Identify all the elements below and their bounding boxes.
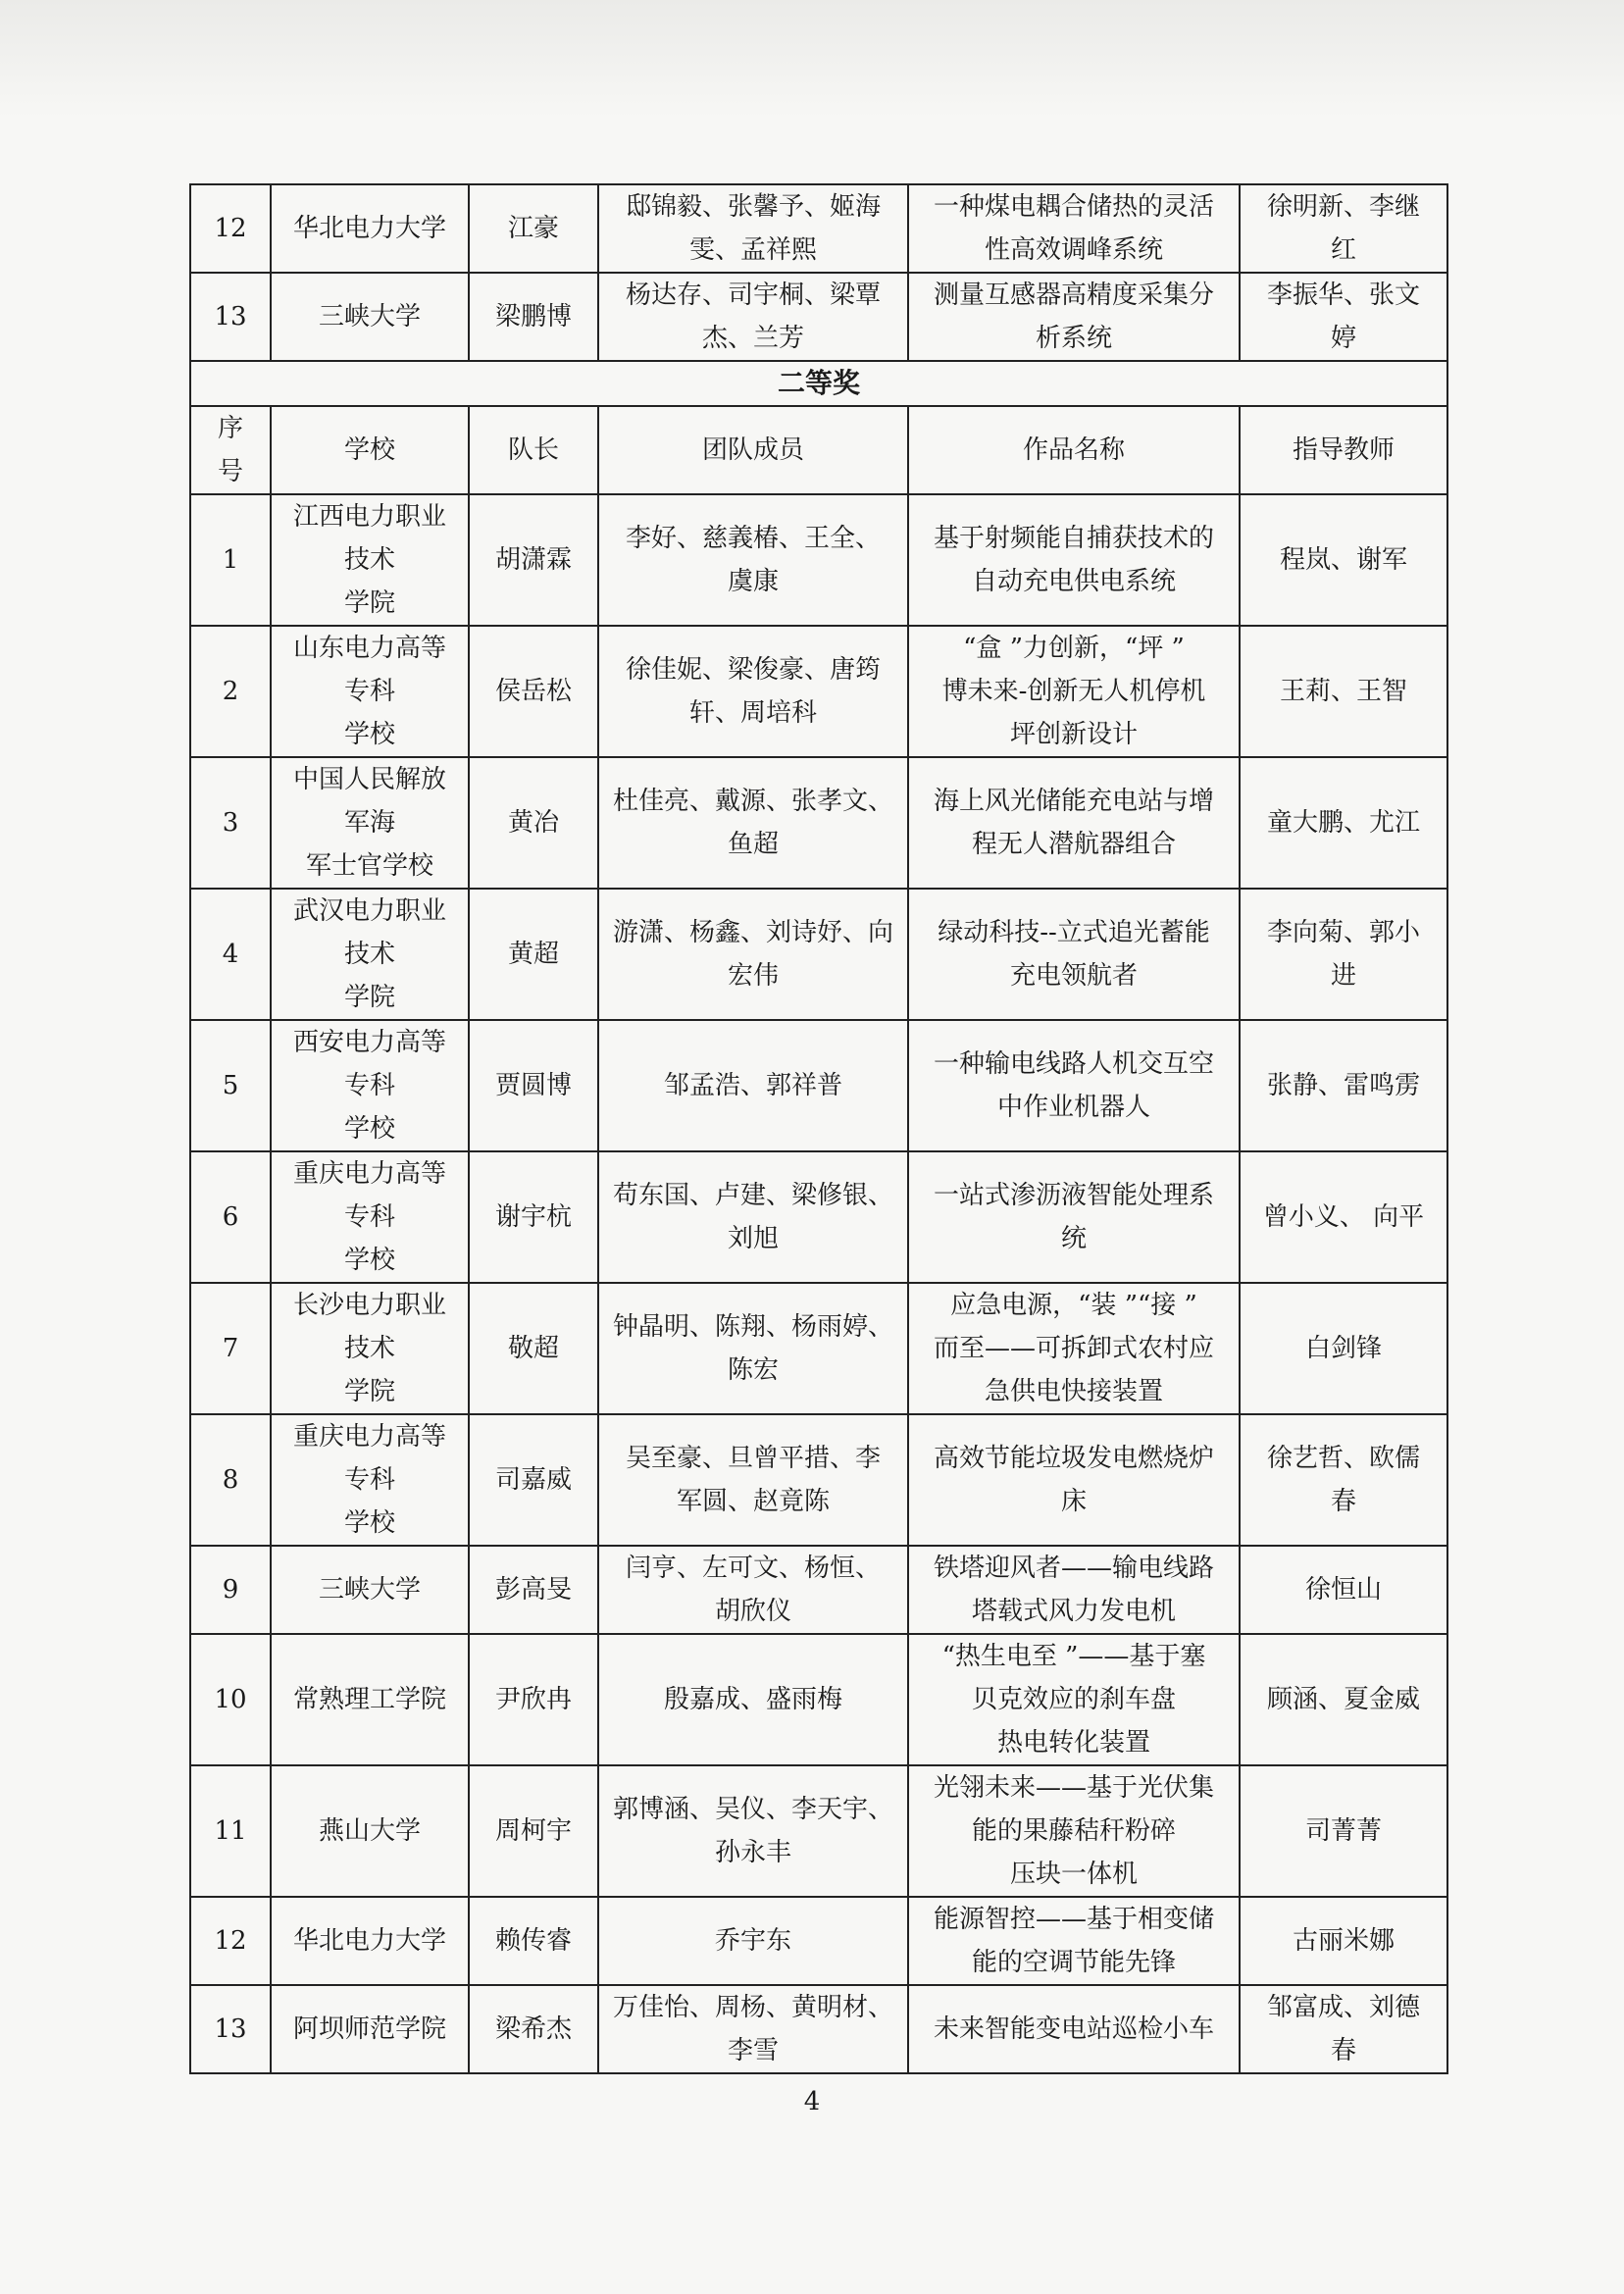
cell-work	[908, 184, 1240, 273]
section-row	[190, 361, 1447, 406]
second-prize-section	[190, 361, 1447, 494]
cell-members-line: 刘旭	[727, 1224, 779, 1253]
cell-school	[271, 273, 469, 361]
scan-shade	[0, 0, 1624, 118]
cell-captain: 周柯宇	[469, 1765, 598, 1897]
cell-advisors	[1240, 1546, 1447, 1634]
cell-advisors	[1240, 1151, 1447, 1283]
cell-index: 5	[190, 1020, 271, 1151]
cell-school	[271, 494, 469, 626]
cell-captain: 黄超	[469, 889, 598, 1020]
cell-work-line: 高效节能垃圾发电燃烧炉	[933, 1444, 1214, 1473]
cell-school-line: 技术	[343, 940, 395, 969]
cell-work-line: 床	[1060, 1487, 1087, 1516]
cell-captain: 江豪	[469, 184, 598, 273]
cell-members-line: 胡欣仪	[714, 1597, 791, 1626]
cell-work	[908, 1414, 1240, 1546]
page-number: 4	[803, 2087, 821, 2116]
table-row	[190, 757, 1447, 889]
cell-school-line: 阿坝师范学院	[292, 2014, 446, 2044]
header-work: 作品名称	[908, 406, 1240, 494]
cell-members	[598, 1546, 908, 1634]
cell-work-line: 海上风光储能充电站与增	[933, 787, 1214, 816]
cell-school	[271, 1985, 469, 2073]
cell-advisors-line: 徐明新、李继	[1266, 192, 1420, 222]
cell-school-line: 学校	[343, 720, 395, 749]
cell-work	[908, 1020, 1240, 1151]
cell-members-line: 虞康	[727, 567, 779, 596]
cell-school-line: 中国人民解放	[292, 765, 446, 794]
cell-school-line: 专科	[343, 1465, 395, 1495]
header-advisors: 指导教师	[1240, 406, 1447, 494]
cell-members-line: 李雪	[727, 2036, 779, 2065]
cell-members-line: 邸锦毅、张馨予、姬海	[625, 192, 881, 222]
cell-school	[271, 1151, 469, 1283]
cell-advisors-line: 司菁菁	[1304, 1816, 1382, 1846]
cell-captain: 尹欣冉	[469, 1634, 598, 1765]
cell-school	[271, 184, 469, 273]
table-row	[190, 1897, 1447, 1985]
cell-advisors	[1240, 1765, 1447, 1897]
table-row	[190, 1985, 1447, 2073]
cell-school-line: 华北电力大学	[292, 1926, 446, 1956]
cell-school-line: 重庆电力高等	[292, 1422, 446, 1452]
cell-index: 9	[190, 1546, 271, 1634]
table-row	[190, 184, 1447, 273]
cell-work-line: 一种煤电耦合储热的灵活	[933, 192, 1214, 222]
cell-index: 2	[190, 626, 271, 757]
cell-advisors-line: 曾小义、 向平	[1262, 1202, 1425, 1232]
cell-members	[598, 494, 908, 626]
cell-work	[908, 1765, 1240, 1897]
first-prize-continued	[190, 184, 1447, 361]
table-row	[190, 494, 1447, 626]
cell-members-line: 孙永丰	[714, 1838, 791, 1867]
cell-members-line: 乔宇东	[714, 1926, 791, 1956]
cell-captain: 胡潇霖	[469, 494, 598, 626]
cell-advisors	[1240, 494, 1447, 626]
cell-members-line: 宏伟	[727, 961, 779, 991]
cell-captain: 梁鹏博	[469, 273, 598, 361]
cell-advisors-line: 徐艺哲、欧儒	[1266, 1444, 1420, 1473]
cell-advisors-line: 邹富成、刘德	[1266, 1993, 1420, 2022]
table-row	[190, 1765, 1447, 1897]
cell-advisors	[1240, 626, 1447, 757]
cell-members-line: 闫亨、左可文、杨恒、	[625, 1554, 881, 1583]
cell-index: 13	[190, 273, 271, 361]
table-row	[190, 1414, 1447, 1546]
cell-school-line: 学校	[343, 1508, 395, 1538]
cell-work-line: 未来智能变电站巡检小车	[933, 2014, 1214, 2044]
table-row	[190, 889, 1447, 1020]
cell-work-line: 而至——可拆卸式农村应	[933, 1334, 1214, 1363]
cell-school-line: 三峡大学	[318, 302, 421, 331]
cell-members	[598, 273, 908, 361]
cell-index: 12	[190, 184, 271, 273]
cell-members-line: 杰、兰芳	[701, 324, 804, 353]
cell-captain: 梁希杰	[469, 1985, 598, 2073]
cell-work	[908, 1283, 1240, 1414]
header-index-line: 号	[217, 457, 243, 486]
cell-work-line: 能源智控——基于相变储	[933, 1905, 1214, 1934]
table-row	[190, 1634, 1447, 1765]
cell-work	[908, 889, 1240, 1020]
cell-members	[598, 757, 908, 889]
cell-work-line: 塔载式风力发电机	[971, 1597, 1176, 1626]
cell-school-line: 技术	[343, 1334, 395, 1363]
cell-captain: 谢宇杭	[469, 1151, 598, 1283]
cell-advisors-line: 白剑锋	[1304, 1334, 1382, 1363]
cell-captain: 赖传睿	[469, 1897, 598, 1985]
cell-members-line: 殷嘉成、盛雨梅	[663, 1685, 842, 1714]
cell-members	[598, 1414, 908, 1546]
cell-school-line: 军海	[343, 808, 395, 838]
cell-work-line: 急供电快接装置	[984, 1377, 1163, 1406]
header-school: 学校	[271, 406, 469, 494]
cell-school	[271, 626, 469, 757]
cell-school-line: 山东电力高等	[292, 634, 446, 663]
cell-advisors	[1240, 889, 1447, 1020]
header-index	[190, 406, 271, 494]
header-captain: 队长	[469, 406, 598, 494]
cell-advisors-line: 顾涵、夏金威	[1266, 1685, 1420, 1714]
cell-index: 3	[190, 757, 271, 889]
cell-school	[271, 1634, 469, 1765]
cell-index: 1	[190, 494, 271, 626]
cell-captain: 侯岳松	[469, 626, 598, 757]
cell-index: 13	[190, 1985, 271, 2073]
cell-advisors-line: 王莉、王智	[1279, 677, 1407, 706]
cell-advisors-line: 红	[1330, 235, 1356, 265]
second-prize-rows	[190, 494, 1447, 2073]
cell-work-line: 析系统	[1035, 324, 1112, 353]
cell-school-line: 学校	[343, 1114, 395, 1144]
cell-members-line: 杨达存、司宇桐、梁覃	[625, 280, 881, 310]
cell-work-line: 绿动科技--立式追光蓄能	[938, 918, 1210, 947]
cell-members-line: 杜佳亮、戴源、张孝文、	[612, 787, 893, 816]
cell-members-line: 徐佳妮、梁俊豪、唐筠	[625, 655, 881, 685]
cell-advisors-line: 李振华、张文	[1266, 280, 1420, 310]
cell-work-line: 中作业机器人	[996, 1093, 1150, 1122]
cell-school-line: 武汉电力职业	[292, 896, 446, 926]
cell-school-line: 专科	[343, 1202, 395, 1232]
cell-work-line: 一站式渗沥液智能处理系	[933, 1181, 1214, 1210]
cell-work-line: 铁塔迎风者——输电线路	[933, 1554, 1214, 1583]
cell-advisors-line: 春	[1330, 1487, 1356, 1516]
cell-work-line: 能的果藤秸秆粉碎	[971, 1816, 1176, 1846]
cell-work	[908, 757, 1240, 889]
cell-school-line: 技术	[343, 545, 395, 575]
cell-members-line: 邹孟浩、郭祥普	[663, 1071, 842, 1100]
cell-advisors	[1240, 1897, 1447, 1985]
cell-members	[598, 1765, 908, 1897]
cell-school-line: 常熟理工学院	[292, 1685, 446, 1714]
cell-work-line: “热生电至 ”——基于塞	[941, 1642, 1206, 1671]
cell-school-line: 重庆电力高等	[292, 1159, 446, 1189]
cell-advisors-line: 进	[1330, 961, 1356, 991]
cell-work-line: 坪创新设计	[1009, 720, 1138, 749]
cell-work-line: 统	[1060, 1224, 1087, 1253]
cell-school-line: 华北电力大学	[292, 214, 446, 243]
cell-work-line: 一种输电线路人机交互空	[933, 1049, 1214, 1079]
table-row	[190, 1546, 1447, 1634]
cell-members-line: 鱼超	[727, 830, 779, 859]
cell-school-line: 学院	[343, 588, 395, 618]
cell-work-line: “盒 ”力创新，“坪 ”	[963, 634, 1185, 663]
cell-school-line: 学院	[343, 1377, 395, 1406]
table-row	[190, 273, 1447, 361]
cell-members-line: 万佳怡、周杨、黄明材、	[612, 1993, 893, 2022]
cell-school-line: 军士官学校	[305, 851, 433, 881]
cell-work-line: 应急电源，“装 ”“接 ”	[950, 1291, 1197, 1320]
cell-work-line: 程无人潜航器组合	[971, 830, 1176, 859]
header-index-line: 序	[217, 414, 243, 443]
cell-members	[598, 889, 908, 1020]
table-row	[190, 1151, 1447, 1283]
cell-members-line: 钟晶明、陈翔、杨雨婷、	[612, 1312, 893, 1342]
cell-work-line: 压块一体机	[1009, 1860, 1138, 1889]
cell-work-line: 光翎未来——基于光伏集	[933, 1773, 1214, 1803]
cell-advisors	[1240, 1985, 1447, 2073]
cell-school-line: 学院	[343, 983, 395, 1012]
cell-index: 12	[190, 1897, 271, 1985]
cell-advisors-line: 婷	[1330, 324, 1356, 353]
cell-index: 11	[190, 1765, 271, 1897]
cell-advisors-line: 程岚、谢军	[1279, 545, 1407, 575]
cell-school-line: 学校	[343, 1246, 395, 1275]
cell-members	[598, 1283, 908, 1414]
cell-school-line: 燕山大学	[318, 1816, 421, 1846]
section-title: 二等奖	[190, 361, 1447, 406]
cell-members-line: 李好、慈義椿、王全、	[625, 524, 881, 553]
table-row	[190, 1283, 1447, 1414]
cell-advisors	[1240, 184, 1447, 273]
cell-members-line: 吴至豪、旦曾平措、李	[625, 1444, 881, 1473]
cell-advisors-line: 张静、雷鸣雳	[1266, 1071, 1420, 1100]
cell-work-line: 充电领航者	[1009, 961, 1138, 991]
cell-school-line: 专科	[343, 1071, 395, 1100]
cell-advisors	[1240, 273, 1447, 361]
cell-index: 10	[190, 1634, 271, 1765]
cell-members	[598, 1020, 908, 1151]
cell-members-line: 苟东国、卢建、梁修银、	[612, 1181, 893, 1210]
cell-members	[598, 184, 908, 273]
cell-work-line: 能的空调节能先锋	[971, 1948, 1176, 1977]
cell-work	[908, 1897, 1240, 1985]
cell-members	[598, 626, 908, 757]
cell-work	[908, 1151, 1240, 1283]
cell-school-line: 长沙电力职业	[292, 1291, 446, 1320]
cell-advisors-line: 童大鹏、尤江	[1266, 808, 1420, 838]
cell-members-line: 轩、周培科	[688, 698, 817, 728]
cell-work	[908, 1634, 1240, 1765]
cell-school	[271, 1020, 469, 1151]
cell-school	[271, 1546, 469, 1634]
cell-advisors	[1240, 1283, 1447, 1414]
cell-index: 4	[190, 889, 271, 1020]
cell-work-line: 自动充电供电系统	[971, 567, 1176, 596]
table-row	[190, 626, 1447, 757]
cell-advisors	[1240, 1634, 1447, 1765]
cell-members	[598, 1985, 908, 2073]
cell-work	[908, 273, 1240, 361]
cell-school	[271, 1414, 469, 1546]
cell-advisors-line: 古丽米娜	[1292, 1926, 1395, 1956]
cell-school	[271, 889, 469, 1020]
cell-advisors	[1240, 1414, 1447, 1546]
cell-school	[271, 1283, 469, 1414]
cell-work-line: 热电转化装置	[996, 1728, 1150, 1758]
cell-work	[908, 626, 1240, 757]
cell-work	[908, 494, 1240, 626]
cell-advisors-line: 徐恒山	[1304, 1575, 1382, 1605]
cell-school-line: 西安电力高等	[292, 1028, 446, 1057]
cell-school-line: 专科	[343, 677, 395, 706]
cell-advisors-line: 春	[1330, 2036, 1356, 2065]
header-row	[190, 406, 1447, 494]
cell-school-line: 三峡大学	[318, 1575, 421, 1605]
cell-work-line: 测量互感器高精度采集分	[933, 280, 1214, 310]
cell-members	[598, 1151, 908, 1283]
cell-advisors	[1240, 1020, 1447, 1151]
cell-school	[271, 757, 469, 889]
cell-captain: 黄冶	[469, 757, 598, 889]
cell-index: 8	[190, 1414, 271, 1546]
cell-index: 7	[190, 1283, 271, 1414]
cell-school-line: 江西电力职业	[292, 502, 446, 532]
cell-captain: 彭高旻	[469, 1546, 598, 1634]
cell-work-line: 博未来-创新无人机停机	[941, 677, 1206, 706]
cell-work-line: 性高效调峰系统	[984, 235, 1163, 265]
cell-members-line: 陈宏	[727, 1355, 779, 1385]
cell-captain: 司嘉威	[469, 1414, 598, 1546]
cell-advisors	[1240, 757, 1447, 889]
table-row	[190, 1020, 1447, 1151]
awards-table	[189, 183, 1448, 2074]
cell-index: 6	[190, 1151, 271, 1283]
cell-advisors-line: 李向菊、郭小	[1266, 918, 1420, 947]
cell-school	[271, 1765, 469, 1897]
cell-work	[908, 1985, 1240, 2073]
cell-members-line: 雯、孟祥熙	[688, 235, 817, 265]
cell-members	[598, 1634, 908, 1765]
cell-work-line: 基于射频能自捕获技术的	[933, 524, 1214, 553]
cell-members-line: 游潇、杨鑫、刘诗妤、向	[612, 918, 893, 947]
cell-members-line: 郭博涵、吴仪、李天宇、	[612, 1795, 893, 1824]
cell-work	[908, 1546, 1240, 1634]
cell-captain: 敬超	[469, 1283, 598, 1414]
cell-school	[271, 1897, 469, 1985]
cell-captain: 贾圆博	[469, 1020, 598, 1151]
cell-work-line: 贝克效应的刹车盘	[971, 1685, 1176, 1714]
header-members: 团队成员	[598, 406, 908, 494]
cell-members	[598, 1897, 908, 1985]
cell-members-line: 军圆、赵竟陈	[676, 1487, 830, 1516]
